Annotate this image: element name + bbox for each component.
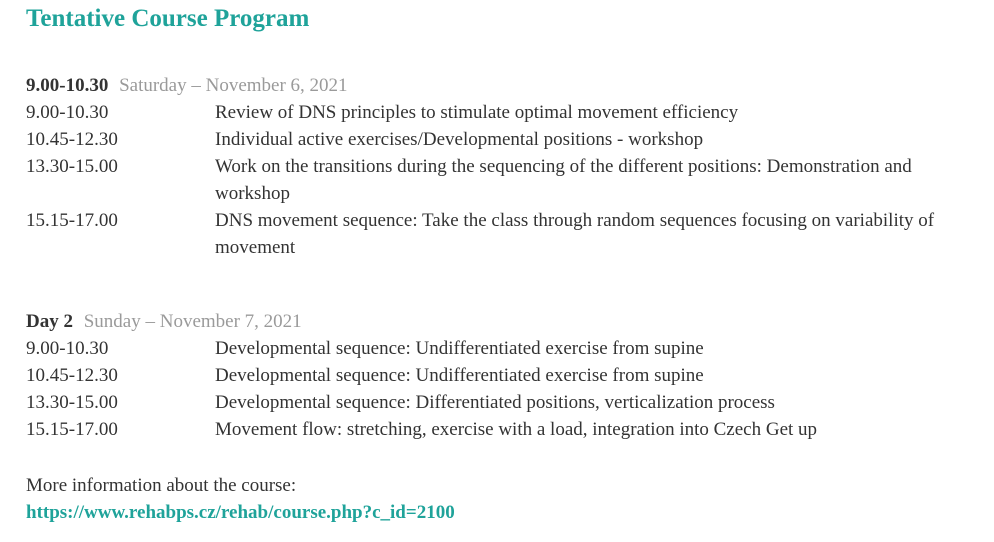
session-description: Work on the transitions during the sequencing of the different positions: Demonstration and workshop xyxy=(215,156,912,204)
schedule-row xyxy=(26,335,976,362)
page-title: Tentative Course Program xyxy=(26,5,310,32)
session-time: 15.15-17.00 xyxy=(26,210,118,231)
session-description: Individual active exercises/Developmental positions - workshop xyxy=(215,129,704,150)
session-time: 15.15-17.00 xyxy=(26,419,118,440)
session-description: Review of DNS principles to stimulate optimal movement efficiency xyxy=(215,102,739,123)
day-1-label: 9.00-10.30 xyxy=(26,75,109,96)
course-link[interactable]: https://www.rehabps.cz/rehab/course.php?c_id=2100 xyxy=(26,502,455,523)
more-info-intro: More information about the course: xyxy=(26,475,297,496)
day-2-date: Sunday – November 7, 2021 xyxy=(83,311,302,332)
schedule-row xyxy=(26,416,976,443)
schedule-row xyxy=(26,207,976,261)
schedule-row xyxy=(26,126,976,153)
schedule-row xyxy=(26,362,976,389)
day-1-header xyxy=(26,72,976,99)
session-time: 10.45-12.30 xyxy=(26,365,118,386)
more-info xyxy=(26,472,455,526)
session-time: 13.30-15.00 xyxy=(26,156,118,177)
schedule-row xyxy=(26,99,976,126)
course-program-page xyxy=(26,4,976,523)
day-2-label: Day 2 xyxy=(26,311,73,332)
session-description: DNS movement sequence: Take the class through random sequences focusing on variability of movement xyxy=(215,210,935,258)
session-time: 13.30-15.00 xyxy=(26,392,118,413)
session-time: 9.00-10.30 xyxy=(26,102,109,123)
session-description: Developmental sequence: Undifferentiated exercise from supine xyxy=(215,365,704,386)
day-1-block xyxy=(26,72,976,261)
session-description: Developmental sequence: Differentiated positions, verticalization process xyxy=(215,392,775,413)
session-description: Developmental sequence: Undifferentiated exercise from supine xyxy=(215,338,704,359)
session-time: 9.00-10.30 xyxy=(26,338,109,359)
day-1-date: Saturday – November 6, 2021 xyxy=(119,75,348,96)
schedule-row xyxy=(26,153,976,207)
day-2-header xyxy=(26,308,976,335)
schedule-row xyxy=(26,389,976,416)
session-description: Movement flow: stretching, exercise with a load, integration into Czech Get up xyxy=(215,419,818,440)
day-2-block xyxy=(26,308,976,443)
session-time: 10.45-12.30 xyxy=(26,129,118,150)
